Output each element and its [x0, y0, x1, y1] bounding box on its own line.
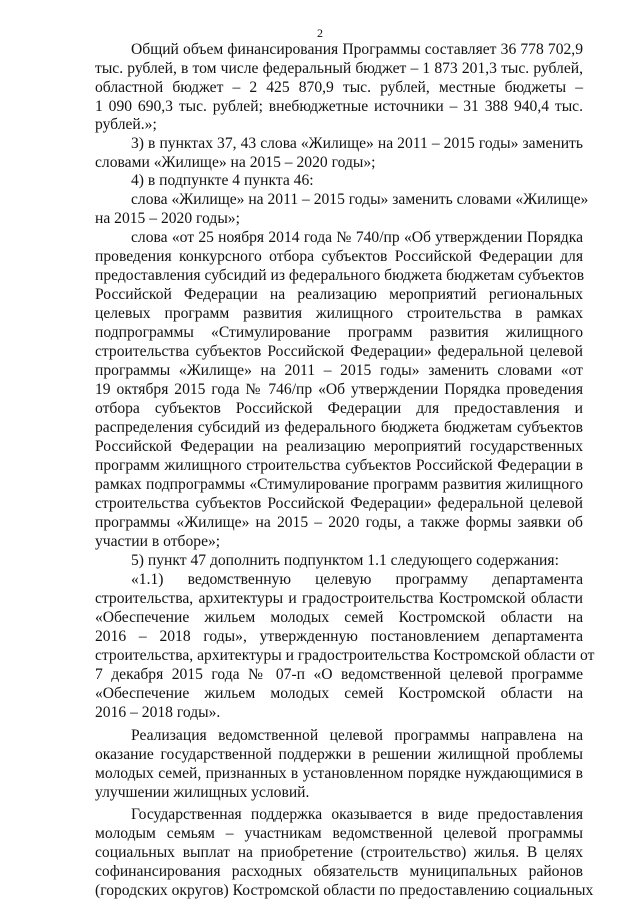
text-line: программ жилищного строительства субъектов Российской Федерации в [95, 457, 583, 474]
text-line: социальных выплат на приобретение (строительство) жилья. В целях [95, 844, 583, 861]
text-line: строительства, архитектуры и градостроительства Костромской области [95, 590, 583, 607]
text-line: подпрограммы «Стимулирование программ развития жилищного [95, 324, 583, 341]
text-line: Государственная поддержка оказывается в виде предоставления [131, 806, 583, 823]
text-line: (городских округов) Костромской области по предоставлению социальных [95, 882, 594, 899]
text-line: «1.1) ведомственную целевую программу департамента [131, 571, 583, 588]
text-line: 2016 – 2018 годы». [95, 704, 221, 721]
text-line: 7 декабря 2015 года № 07-п «О ведомственной целевой программе [95, 666, 583, 683]
text-line: слова «Жилище» на 2011 – 2015 годы» заменить словами «Жилище» [131, 191, 589, 208]
text-line: программы «Жилище» на 2011 – 2015 годы» заменить словами «от [95, 362, 583, 379]
text-line: 5) пункт 47 дополнить подпунктом 1.1 следующего содержания: [131, 552, 559, 569]
text-line: софинансирования расходных обязательств муниципальных районов [95, 863, 583, 880]
text-line: на 2015 – 2020 годы»; [95, 210, 240, 227]
text-line: оказание государственной поддержки в решении жилищной проблемы [95, 746, 583, 763]
text-line: отбора субъектов Российской Федерации для предоставления и [95, 400, 583, 417]
text-line: молодым семьям – участникам ведомственной целевой программы [95, 825, 583, 842]
text-line: рублей.»; [95, 116, 157, 133]
text-line: 3) в пунктах 37, 43 слова «Жилище» на 2011 – 2015 годы» заменить [131, 135, 583, 152]
text-line: программы «Жилище» на 2015 – 2020 годы, а также формы заявки об [95, 514, 583, 531]
text-line: распределения субсидий из федерального бюджета бюджетам субъектов [95, 419, 583, 436]
text-line: «Обеспечение жильем молодых семей Костромской области на [95, 685, 583, 702]
text-line: Общий объем финансирования Программы составляет 36 778 702,9 [131, 41, 583, 58]
text-line: строительства субъектов Российской Федерации» федеральной целевой [95, 343, 583, 360]
text-line: 19 октября 2015 года № 746/пр «Об утверждении Порядка проведения [95, 381, 583, 398]
text-line: строительства субъектов Российской Федерации» федеральной целевой [95, 495, 583, 512]
text-line: строительства, архитектуры и градостроительства Костромской области от [95, 647, 595, 664]
text-line: Российской Федерации на реализацию мероприятий государственных [95, 438, 583, 455]
text-line: рамках подпрограммы «Стимулирование программ развития жилищного [95, 476, 583, 493]
text-line: тыс. рублей, в том числе федеральный бюджет – 1 873 201,3 тыс. рублей, [95, 60, 583, 77]
page-number: 2 [317, 26, 323, 40]
text-line: Российской Федерации на реализацию мероприятий региональных [95, 286, 583, 303]
text-line: предоставления субсидий из федерального бюджета бюджетам субъектов [95, 267, 585, 284]
text-line: молодых семей, признанных в установленном порядке нуждающимися в [95, 765, 583, 782]
text-line: участии в отборе»; [95, 533, 221, 550]
text-line: словами «Жилище» на 2015 – 2020 годы»; [95, 154, 376, 171]
text-line: Реализация ведомственной целевой программы направлена на [131, 727, 583, 744]
text-line: «Обеспечение жильем молодых семей Костромской области на [95, 609, 583, 626]
text-line: целевых программ развития жилищного строительства в рамках [95, 305, 583, 322]
text-line: 2016 – 2018 годы», утвержденную постановлением департамента [95, 628, 583, 645]
text-line: 4) в подпункте 4 пункта 46: [131, 172, 314, 189]
text-line: проведения конкурсного отбора субъектов Российской Федерации для [95, 248, 583, 265]
text-line: областной бюджет – 2 425 870,9 тыс. рублей, местные бюджеты – [95, 79, 583, 96]
text-line: слова «от 25 ноября 2014 года № 740/пр «Об утверждении Порядка [131, 229, 583, 246]
text-line: 1 090 690,3 тыс. рублей; внебюджетные источники – 31 388 940,4 тыс. [95, 98, 583, 115]
text-line: улучшении жилищных условий. [95, 784, 310, 801]
